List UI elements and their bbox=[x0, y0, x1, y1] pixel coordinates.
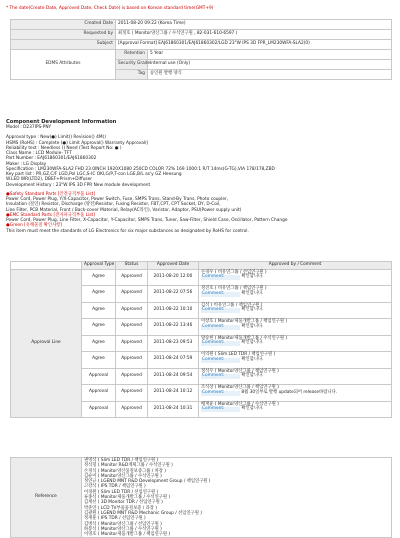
row-type: Agree bbox=[82, 286, 116, 303]
component-info bbox=[6, 119, 394, 234]
safety-text: Power Cord, Power Plug, Y/X-Capacitor, Power Switch, Fuse, SMPS Trans, Stand-By Trans, Photo coupler, bbox=[6, 197, 229, 202]
row-approver: 정진호 ( 비유연그룹 / 책임연구원 ) Comment: 확인합니다. bbox=[199, 286, 392, 303]
class-name: Class Name : LCD Module- TFT bbox=[6, 151, 72, 156]
row-date: 2011-08-22 10:10 bbox=[148, 302, 199, 319]
reference-item: 손경석 ( Monitor양산품질보증그룹 / 차장 ) bbox=[84, 468, 166, 474]
safety-title: ●Safety Standard Parts [안전규격부품 List] bbox=[6, 191, 95, 197]
header-approved-date: Approved Date bbox=[148, 262, 199, 270]
component-title: Component Development Information bbox=[6, 119, 117, 125]
reference-item: 정재훈 ( IPS TDR / 선임연구원 ) bbox=[84, 516, 146, 522]
row-status: Approved bbox=[116, 269, 148, 286]
row-date: 2011-08-24 09:54 bbox=[148, 368, 199, 385]
header-status: Status bbox=[116, 262, 148, 270]
reference-label: Reference bbox=[11, 458, 82, 538]
created-date-value: 2011-08-20 09:22 (Korea Time) bbox=[116, 20, 392, 30]
approval-type: Approval type : New(●) Limit() Revision() 4M() bbox=[6, 135, 106, 141]
row-approver: 조석상 ( Monitor양산그룹 / 책임연구원 ) Comment: 8월 30일부로 발행 update되어 release바랍니다. bbox=[199, 385, 392, 402]
reference-item: 정석형 ( Monitor R&D계획그룹 / 수석연구원 ) bbox=[84, 463, 173, 469]
row-type: Approval bbox=[82, 368, 116, 385]
row-status: Approved bbox=[116, 401, 148, 418]
reference-item: 이영호 ( Monitor제품개발그룹 / 책임연구원 ) bbox=[84, 532, 171, 538]
key-part-list: Key part list : PR,GZ,C/F LGD,Pol LGC,S-IC OKI,G/P,T-con LGE,B/L as'y GZ Heesung bbox=[6, 172, 182, 177]
reference-item: 고강석 ( IPS TDR / 책임연구원 ) bbox=[84, 484, 146, 490]
model: Model : D237IPS-PNY bbox=[6, 125, 52, 130]
row-type: Agree bbox=[82, 319, 116, 336]
edms-attributes-label: EDMS Attributes bbox=[11, 50, 116, 80]
row-status: Approved bbox=[116, 302, 148, 319]
row-date: 2011-08-20 12:00 bbox=[148, 269, 199, 286]
subject-value: [Approval Format] EAJ61860301/EAJ61860302/LGD 23"W IPS 3D FPR_LM230WFA-SLA2(0) bbox=[116, 40, 392, 50]
row-approver: 정석우 ( Monitor양산그룹 / 책임연구원 ) Comment: 확인합니다. bbox=[199, 368, 392, 385]
edms-meta-table bbox=[10, 19, 392, 80]
emc-title: ●EMC Standard Parts [전자파규격부품 List] bbox=[6, 212, 95, 218]
safety-text-2: Insulation (절연) Resistor, Discharge (방전)Resistor, Fusing Resistor, FBT,CPT, CPT Socket, DY, D-Coil, bbox=[6, 202, 221, 208]
row-approver: 김석 ( 비유연그룹 / 책임연구원 ) Comment: 확인합니다. bbox=[199, 302, 392, 319]
security-grade-value: Internal use (Only) bbox=[148, 60, 392, 70]
header-approval-type: Approval Type bbox=[82, 262, 116, 270]
created-date-label: Created Date bbox=[11, 20, 116, 30]
row-approver: 이창호 ( Monitor제품개발그룹 / 책임연구원 ) Comment: 확인합니다. bbox=[199, 319, 392, 336]
approval-line-label: Approval Line bbox=[11, 269, 82, 418]
row-approver: 양승현 ( Monitor제품개발그룹 / 수석연구원 ) Comment: 확인합니다. bbox=[199, 335, 392, 352]
row-type: Agree bbox=[82, 335, 116, 352]
reference-item: 권영석 ( Slim LED TDR / 책임연구원 ) bbox=[84, 458, 159, 463]
specification: Specification : LM230WFA-SLA2 FHD 23.0INCH 1920X1080 250CD COLOR 72% 169 1000:1 R/T 14ms(G-TG),VIA 178/178,ZBD bbox=[6, 166, 275, 172]
key-part-list-2: W.LED WR(LTD2), DBEF+Prism+Diffuser bbox=[6, 177, 93, 183]
row-status: Approved bbox=[116, 319, 148, 336]
row-date: 2011-08-24 10:31 bbox=[148, 401, 199, 418]
reference-item: 정연규 ( LGEND MNT R&D Development Group / 책임연구원 ) bbox=[84, 479, 211, 485]
row-approver: 이의원 ( Slim LED TDR / 책임연구원 ) Comment: 확인합니다. bbox=[199, 352, 392, 369]
reference-table bbox=[10, 457, 392, 538]
row-date: 2011-08-22 13:46 bbox=[148, 319, 199, 336]
security-grade-label: Security Grade bbox=[116, 60, 148, 70]
row-type: Agree bbox=[82, 302, 116, 319]
requested-by-value: 최정호 ( Monitor양산그룹 / 수석연구원 , 82-031-610-6597 ) bbox=[116, 30, 392, 40]
row-status: Approved bbox=[116, 368, 148, 385]
retention-value: 5 Year bbox=[148, 50, 392, 60]
row-date: 2011-08-22 07:56 bbox=[148, 286, 199, 303]
row-type: Approval bbox=[82, 385, 116, 402]
emc-text: Power Cord, Power Plug, Line Filter, X-Capacitor, Y-Capacitor, SMPS Trans, Tuner, Saw-Filter, Shield Case, Oscillator, Pattern Change bbox=[6, 218, 288, 223]
reliability-test: Reliability test : Needless () Need (Test Report No: ● ) bbox=[6, 145, 122, 151]
row-type: Agree bbox=[82, 352, 116, 369]
reference-item: 류종석 ( Monitor제품개발그룹 / 수석연구원 ) bbox=[84, 495, 171, 501]
reference-item: 김재선 ( 3D Monitor TDR / 선임연구원 ) bbox=[84, 500, 163, 506]
timezone-note: * The date(Create Date, Approved Date, Check Date) is based on Korean standard time(GMT+9) bbox=[6, 6, 214, 11]
row-approver: 배재윤 ( Monitor양산그룹 / 수석연구원 ) Comment: 확인합니다. bbox=[199, 401, 392, 418]
row-status: Approved bbox=[116, 286, 148, 303]
reference-item: 김순미 ( Monitor양산그룹 / 수석연구원 ) bbox=[84, 473, 162, 479]
row-status: Approved bbox=[116, 385, 148, 402]
reference-item: 이경원 ( Slim LED TDR / 선임연구원 ) bbox=[84, 489, 159, 495]
green-title: ●Green [유해물질 확인사항] bbox=[6, 223, 63, 229]
green-text: This item must meet the standards of LG Electronics for six major substances as designated by RoHS for control. bbox=[6, 228, 249, 234]
retention-label: Retention bbox=[116, 50, 148, 60]
row-date: 2011-08-24 07:59 bbox=[148, 352, 199, 369]
subject-label: Subject bbox=[11, 40, 116, 50]
row-status: Approved bbox=[116, 335, 148, 352]
reference-list bbox=[82, 458, 392, 538]
hsms: HSMS (RoHS) : Complete (●) Limit Approval() Warranty Approval() bbox=[6, 140, 149, 146]
tag-label: Tag bbox=[116, 70, 148, 80]
tag-value: 승인원 발행 양식 bbox=[148, 70, 392, 80]
reference-item: 박준연 ( LCD TV부품품질보증 / 과장 ) bbox=[84, 505, 157, 511]
approval-table bbox=[10, 261, 392, 418]
row-approver: 손경우 ( 비유연그룹 / 선임연구원 ) Comment: 확인합니다. bbox=[199, 269, 392, 286]
row-date: 2011-08-24 10:12 bbox=[148, 385, 199, 402]
header-approved-by: Approved by / Comment bbox=[199, 262, 392, 270]
row-date: 2011-08-23 09:53 bbox=[148, 335, 199, 352]
requested-by-label: Requested by bbox=[11, 30, 116, 40]
row-type: Agree bbox=[82, 269, 116, 286]
maker: Maker : LG Display bbox=[6, 161, 47, 167]
reference-item: 김광원 ( LGEND MNT R&D Mechanic Group / 선임연구원 ) bbox=[84, 510, 202, 516]
reference-item: 하봉석 ( Monitor양산그룹 / 수석연구원 ) bbox=[84, 526, 162, 532]
row-type: Approval bbox=[82, 401, 116, 418]
row-status: Approved bbox=[116, 352, 148, 369]
reference-item: 김병석 ( Monitor양산그룹 / 선임연구원 ) bbox=[84, 521, 162, 527]
safety-text-3: Line Filter, PCB Material, Front / Back-cover Material, Relay(AC라인), Varistor, Adaptor, PSU(Power supply unit) bbox=[6, 207, 242, 213]
part-number: Part Number : EAJ61860301/EAJ61860302 bbox=[6, 156, 97, 162]
development-history: Development History : 23"W IPS 3D FPR New module development bbox=[6, 182, 151, 188]
